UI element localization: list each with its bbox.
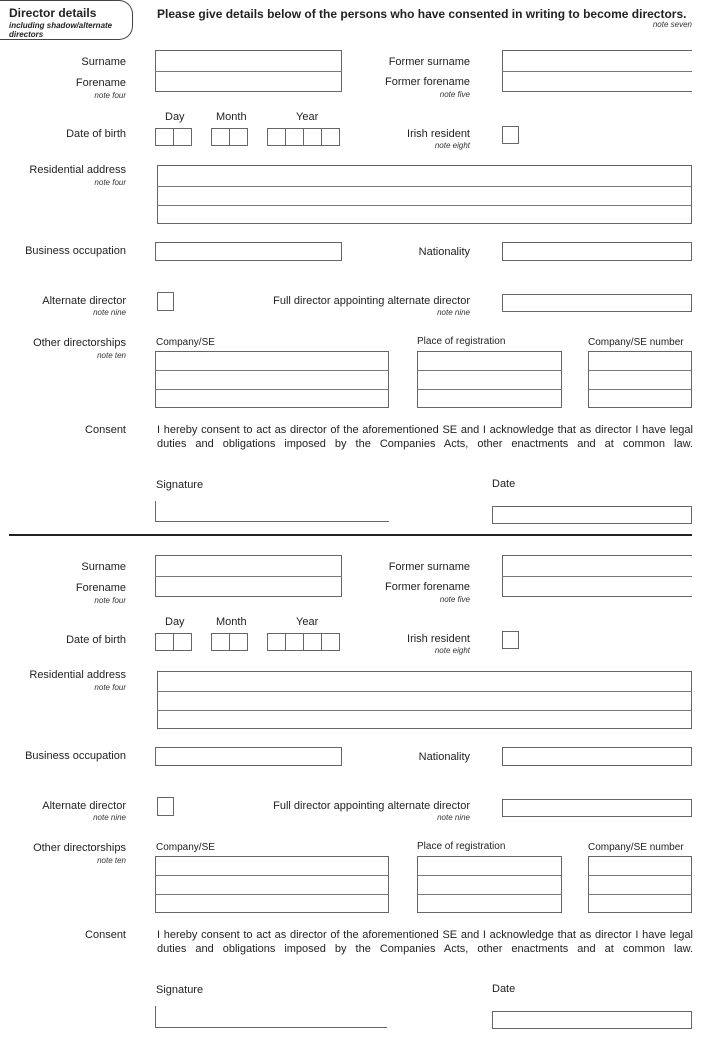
forename-note: note four <box>94 91 126 100</box>
field-divider <box>588 370 692 371</box>
company-se-header: Company/SE <box>156 842 215 853</box>
dob-year-2[interactable] <box>285 633 304 651</box>
company-se-number-header: Company/SE number <box>588 842 684 853</box>
field-divider <box>157 710 692 711</box>
former-forename-note: note five <box>439 90 470 99</box>
date-label: Date <box>492 478 516 490</box>
field-divider <box>157 691 692 692</box>
consent-text: I hereby consent to act as director of the aforementioned SE and I acknowledge that as director I have legal duties and obligations imposed by the Companies Acts, other enactments and at common law. <box>157 929 693 955</box>
alternate-director-note: note nine <box>93 813 126 822</box>
dob-day-1[interactable] <box>155 128 174 146</box>
block-divider <box>9 534 692 536</box>
business-occupation-field[interactable] <box>155 242 342 261</box>
place-of-registration-header: Place of registration <box>417 336 506 347</box>
nationality-field[interactable] <box>502 242 692 261</box>
instruction-note: note seven <box>652 20 692 29</box>
dob-month-2[interactable] <box>229 633 248 651</box>
residential-address-label: Residential address <box>29 669 126 681</box>
signature-label: Signature <box>156 984 204 996</box>
place-of-registration-header: Place of registration <box>417 841 506 852</box>
dob-day-1[interactable] <box>155 633 174 651</box>
field-divider <box>157 205 692 206</box>
section-subtitle: including shadow/alternate <box>9 21 113 30</box>
business-occupation-label: Business occupation <box>25 750 126 762</box>
former-surname-label: Former surname <box>388 561 470 573</box>
surname-label: Surname <box>81 56 126 68</box>
nationality-label: Nationality <box>418 751 470 763</box>
residential-address-field[interactable] <box>157 165 692 224</box>
dob-day-2[interactable] <box>173 633 192 651</box>
full-director-note: note nine <box>437 308 470 317</box>
dob-month-2[interactable] <box>229 128 248 146</box>
field-divider <box>417 370 562 371</box>
business-occupation-label: Business occupation <box>25 245 126 257</box>
irish-resident-label: Irish resident <box>407 128 470 140</box>
consent-label: Consent <box>85 929 126 941</box>
other-registration-field[interactable] <box>417 856 562 913</box>
alternate-director-label: Alternate director <box>42 800 126 812</box>
former-forename-label: Former forename <box>385 76 470 88</box>
full-director-note: note nine <box>437 813 470 822</box>
dob-year-2[interactable] <box>285 128 304 146</box>
dob-year-4[interactable] <box>321 128 340 146</box>
residential-address-field[interactable] <box>157 671 692 729</box>
irish-resident-checkbox[interactable] <box>502 126 519 144</box>
full-director-field[interactable] <box>502 799 692 817</box>
year-label: Year <box>296 616 319 628</box>
date-field[interactable] <box>492 1011 692 1029</box>
dob-year-1[interactable] <box>267 128 286 146</box>
section-title: Director details <box>9 6 97 20</box>
field-divider <box>155 71 342 72</box>
residential-address-note: note four <box>94 178 126 187</box>
field-divider <box>417 894 562 895</box>
company-se-number-header: Company/SE number <box>588 337 684 348</box>
month-label: Month <box>216 111 247 123</box>
field-divider <box>155 875 389 876</box>
business-occupation-field[interactable] <box>155 747 342 766</box>
signature-field[interactable] <box>155 501 389 522</box>
full-director-label: Full director appointing alternate director <box>273 800 470 812</box>
consent-label: Consent <box>85 424 126 436</box>
field-divider <box>157 186 692 187</box>
alternate-director-label: Alternate director <box>42 295 126 307</box>
consent-text: I hereby consent to act as director of the aforementioned SE and I acknowledge that as director I have legal duties and obligations imposed by the Companies Acts, other enactments and at common law. <box>157 424 693 450</box>
month-label: Month <box>216 616 247 628</box>
dob-year-3[interactable] <box>303 128 322 146</box>
field-divider <box>502 576 692 577</box>
former-surname-label: Former surname <box>388 56 470 68</box>
other-number-field[interactable] <box>588 351 692 408</box>
field-divider <box>155 894 389 895</box>
former-forename-note: note five <box>439 595 470 604</box>
signature-field[interactable] <box>155 1006 387 1028</box>
field-divider <box>417 389 562 390</box>
dob-month-1[interactable] <box>211 633 230 651</box>
date-label: Date <box>492 983 516 995</box>
other-directorships-note: note ten <box>97 856 126 865</box>
field-divider <box>588 875 692 876</box>
nationality-label: Nationality <box>418 246 470 258</box>
other-company-field[interactable] <box>155 351 389 408</box>
irish-resident-checkbox[interactable] <box>502 631 519 649</box>
other-directorships-label: Other directorships <box>33 842 126 854</box>
alternate-director-checkbox[interactable] <box>157 797 174 816</box>
instruction-text: Please give details below of the persons who have consented in writing to become directors. <box>157 7 687 21</box>
irish-resident-label: Irish resident <box>407 633 470 645</box>
field-divider <box>502 71 692 72</box>
signature-label: Signature <box>156 479 204 491</box>
other-directorships-label: Other directorships <box>33 337 126 349</box>
surname-label: Surname <box>81 561 126 573</box>
field-divider <box>417 875 562 876</box>
dob-label: Date of birth <box>66 128 126 140</box>
field-divider <box>588 894 692 895</box>
full-director-label: Full director appointing alternate director <box>273 295 470 307</box>
alternate-director-checkbox[interactable] <box>157 292 174 311</box>
dob-year-4[interactable] <box>321 633 340 651</box>
field-divider <box>588 389 692 390</box>
irish-resident-note: note eight <box>434 141 470 150</box>
other-number-field[interactable] <box>588 856 692 913</box>
day-label: Day <box>165 111 185 123</box>
forename-note: note four <box>94 596 126 605</box>
other-registration-field[interactable] <box>417 351 562 408</box>
dob-month-1[interactable] <box>211 128 230 146</box>
residential-address-label: Residential address <box>29 164 126 176</box>
day-label: Day <box>165 616 185 628</box>
field-divider <box>155 370 389 371</box>
forename-label: Forename <box>75 582 126 594</box>
alternate-director-note: note nine <box>93 308 126 317</box>
company-se-header: Company/SE <box>156 337 215 348</box>
dob-day-2[interactable] <box>173 128 192 146</box>
forename-label: Forename <box>75 77 126 89</box>
irish-resident-note: note eight <box>434 646 470 655</box>
full-director-field[interactable] <box>502 294 692 312</box>
dob-year-3[interactable] <box>303 633 322 651</box>
nationality-field[interactable] <box>502 747 692 766</box>
field-divider <box>155 389 389 390</box>
other-company-field[interactable] <box>155 856 389 913</box>
section-subtitle-2: directors <box>9 30 44 39</box>
field-divider <box>155 576 342 577</box>
dob-year-1[interactable] <box>267 633 286 651</box>
date-field[interactable] <box>492 506 692 524</box>
residential-address-note: note four <box>94 683 126 692</box>
year-label: Year <box>296 111 319 123</box>
other-directorships-note: note ten <box>97 351 126 360</box>
dob-label: Date of birth <box>66 634 126 646</box>
former-forename-label: Former forename <box>385 581 470 593</box>
